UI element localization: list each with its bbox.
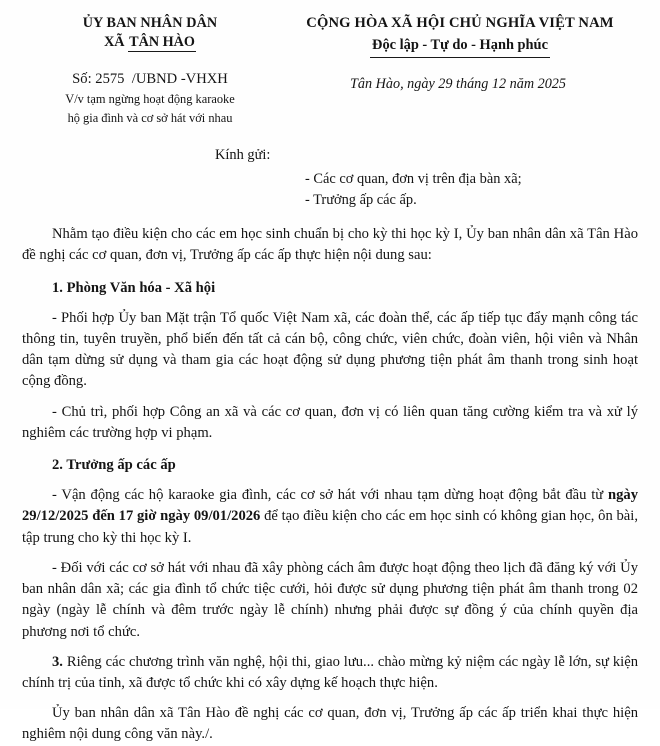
document-number-label: Số: [72, 70, 92, 87]
section-2-paragraph-1-lead: - Vận động các hộ karaoke gia đình, các cơ sở hát với nhau tạm dừng hoạt động bắt đầu từ [52, 487, 608, 504]
recipient-list [305, 169, 638, 211]
national-motto: Độc lập - Tự do - Hạnh phúc [370, 35, 550, 58]
section-2-paragraph-2: - Đối với các cơ sở hát với nhau đã xây phòng cách âm được hoạt động theo lịch đã đăng ký với Ủy ban nhân dân xã; các gia đình tổ chức tiệc cưới, hỏi được sử dụng phương tiện phát âm thanh trong 02 ngày (ngày lễ chính và đêm trước ngày lễ chính) nhưng phải được sự đồng ý của chính quyền địa phương nơi tổ chức. [22, 559, 638, 640]
section-2-heading: 2. Trưởng ấp các ấp [52, 457, 176, 474]
issuing-authority-commune-name: TÂN HÀO [129, 33, 195, 50]
suspension-period-emphasis: ngày 29/12/2025 đến 17 giờ ngày 09/01/2026 [22, 487, 638, 525]
issuing-authority-line2 [22, 33, 278, 52]
issuing-authority-line1: ỦY BAN NHÂN DÂN [82, 15, 218, 31]
section-1-heading: 1. Phòng Văn hóa - Xã hội [52, 279, 216, 296]
issuing-authority-prefix: XÃ [104, 33, 129, 50]
salutation-block [22, 146, 638, 211]
section-3-paragraph [22, 652, 638, 694]
body-intro-paragraph: Nhằm tạo điều kiện cho các em học sinh chuẩn bị cho kỳ thi học kỳ I, Ủy ban nhân dân xã Tân Hào đề nghị các cơ quan, đơn vị, Trưởng ấp các ấp thực hiện nội dung sau: [22, 226, 638, 264]
section-1-paragraph-2: - Chủ trì, phối hợp Công an xã và các cơ quan, đơn vị có liên quan tăng cường kiểm tra và xử lý nghiêm các trường hợp vi phạm. [22, 403, 638, 441]
national-heading-block [278, 14, 638, 58]
salutation-label: Kính gửi: [215, 147, 271, 164]
closing-paragraph: Ủy ban nhân dân xã Tân Hào đề nghị các cơ quan, đơn vị, Trưởng ấp các ấp triển khai thực hiện nghiêm nội dung công văn này./. [22, 705, 638, 743]
national-title: CỘNG HÒA XÃ HỘI CHỦ NGHĨA VIỆT NAM [306, 15, 614, 31]
recipient-item: - Các cơ quan, đơn vị trên địa bàn xã; [305, 171, 522, 188]
dateline: Tân Hào, ngày 29 tháng 12 năm 2025 [350, 75, 566, 92]
section-3-text: Riêng các chương trình văn nghệ, hội thi, giao lưu... chào mừng kỷ niệm các ngày lễ lớn, sự kiện chính trị của tỉnh, xã được tổ chức khi có xây dựng kế hoạch thực hiện. [22, 653, 638, 691]
reference-block [22, 70, 278, 127]
dateline-block [278, 70, 638, 93]
document-body [22, 224, 638, 745]
recipient-item: - Trưởng ấp các ấp. [305, 192, 417, 209]
issuing-authority-block [22, 14, 278, 51]
document-number-suffix: /UBND -VHXH [131, 70, 228, 87]
section-2-paragraph-1 [22, 485, 638, 549]
section-3-number: 3. [52, 653, 63, 670]
document-subject-line1: V/v tạm ngừng hoạt động karaoke [65, 91, 235, 106]
section-1-paragraph-1: - Phối hợp Ủy ban Mặt trận Tổ quốc Việt Nam xã, các đoàn thể, các ấp tiếp tục đẩy mạnh công tác thông tin, tuyên truyền, phổ biến đến tất cả cán bộ, công chức, viên chức, đoàn viên, hội viên và Nhân dân tạm dừng sử dụng và tham gia các hoạt động sử dụng phương tiện phát âm thanh trong sinh hoạt cộng đồng. [22, 309, 638, 390]
document-subject-line2: hộ gia đình và cơ sở hát với nhau [67, 110, 233, 125]
national-motto-wrap [282, 34, 638, 58]
reference-and-date-row [22, 70, 638, 127]
document-number-line [22, 70, 278, 89]
document-number-value: 2575 [95, 70, 125, 87]
document-masthead [22, 10, 638, 58]
section-2-paragraph-1-tail: để tạo điều kiện cho các em học sinh có không gian học, ôn bài, tập trung cho kỳ thi học kỳ I. [22, 508, 638, 546]
